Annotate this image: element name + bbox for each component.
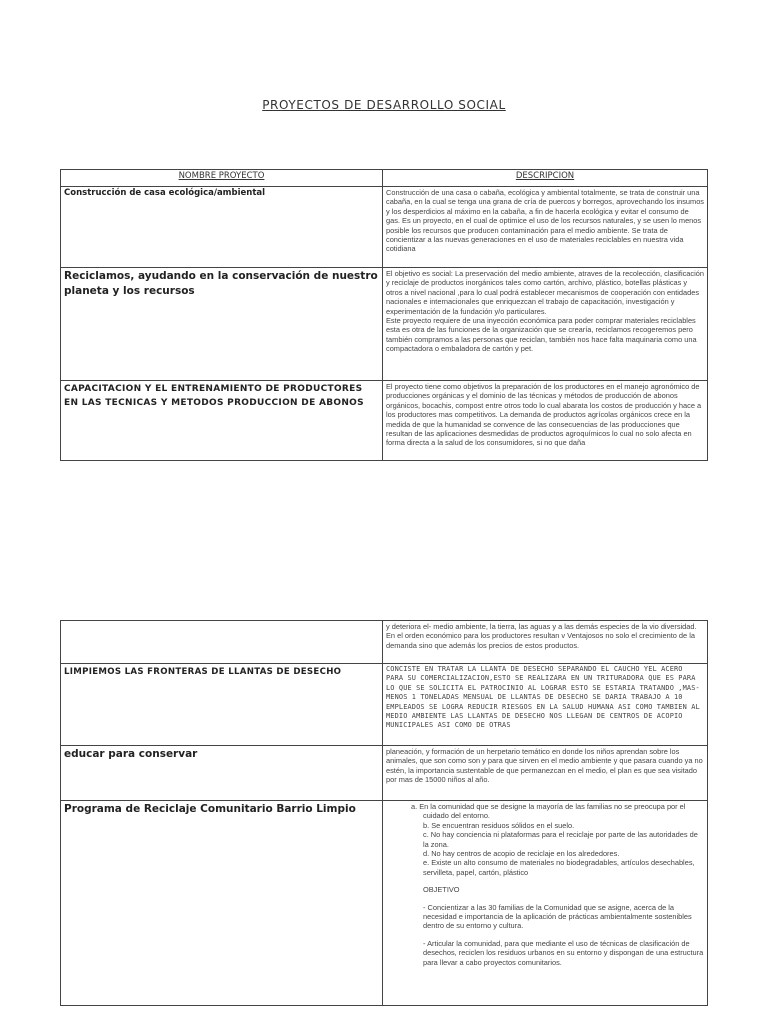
objective-label: OBJETIVO bbox=[423, 885, 460, 895]
table-row bbox=[61, 381, 708, 461]
project-name-empty bbox=[61, 621, 383, 664]
description-text: y deteriora el- medio ambiente, la tierra, las aguas y a las demás especies de la vio diversidad. En el orden económico para los productores resultan v Ventajosos no solo el crecimiento de la demanda sino que además los precios de estos productos. bbox=[386, 622, 697, 650]
list-item: c. No hay conciencia ni plataformas para el reciclaje por parte de las autoridades de la zona. bbox=[423, 830, 698, 849]
table-row bbox=[61, 268, 708, 381]
description-text: planeación, y formación de un herpetario temático en donde los niños aprendan sobre los animales, que son como son y para que sirven en el medio ambiente y que pasara cuando ya no estén, la importancia sustentable de que permanezcan en el medio, el plan es que sea visitado por mas de 15000 niños al año. bbox=[386, 747, 703, 785]
project-name: CAPACITACION Y EL ENTRENAMIENTO DE PRODUCTORES EN LAS TECNICAS Y METODOS PRODUCCION DE ABONOS bbox=[61, 381, 383, 461]
project-name: educar para conservar bbox=[61, 746, 383, 801]
objective-paragraph: - Concientizar a las 30 familias de la Comunidad que se asigne, acerca de la necesidad e importancia de la aplicación de prácticas ambientalmente sostenibles dentro de su entorno y cultura. bbox=[423, 902, 692, 931]
project-description bbox=[383, 801, 708, 1006]
table-header-row bbox=[61, 170, 708, 187]
list-item: a. En la comunidad que se designe la mayoría de las familias no se preocupa por el cuidado del entorno. bbox=[411, 802, 686, 821]
list-item: b. Se encuentran residuos sólidos en el suelo. bbox=[423, 820, 575, 830]
objective-paragraph: - Articular la comunidad, para que mediante el uso de técnicas de clasificación de desechos, reciclen los residuos urbanos en su entorno y dispongan de una estructura para llevar a cabo proyectos comunitarios. bbox=[423, 938, 704, 967]
project-name: Reciclamos, ayudando en la conservación de nuestro planeta y los recursos bbox=[61, 268, 383, 381]
project-name: Construcción de casa ecológica/ambiental bbox=[61, 187, 383, 268]
project-description bbox=[383, 268, 708, 381]
project-description bbox=[383, 381, 708, 461]
table-row bbox=[61, 746, 708, 801]
description-text: El proyecto tiene como objetivos la preparación de los productores en el manejo agronómico de producciones orgánicas y el dominio de las técnicas y métodos de producción de abonos orgánicos, bocachis, compost entre otros todo lo cual abarata los costos de producción y hace a los productores mas competitivos. La demanda de productos agrícolas orgánicos crece en la medida de que la humanidad se convence de las consecuencias de las producciones que resultan de las aplicaciones desmedidas de productos agroquímicos lo cual no solo afecta en forma directa a la salud de los consumidores, si no que daña bbox=[386, 382, 702, 448]
description-paragraph: El objetivo es social: La preservación del medio ambiente, atraves de la recolección, clasificación y reciclaje de productos inorgánicos tales como cartón, archivo, plástico, botellas plásticas y otros a nivel nacional ,para lo cual podrá establecer mecanismos de cooperación con entidades nacionales e internacionales que enriquezcan el trabajo de capacitación, investigación y experimentación de la fundación y/o particulares. bbox=[386, 269, 704, 316]
document-title: PROYECTOS DE DESARROLLO SOCIAL bbox=[262, 98, 506, 112]
project-description bbox=[383, 187, 708, 268]
table-row bbox=[61, 621, 708, 664]
projects-table-1 bbox=[60, 169, 708, 461]
table-row bbox=[61, 801, 708, 1006]
project-description bbox=[383, 621, 708, 664]
description-text: Construcción de una casa o cabaña, ecológica y ambiental totalmente, se trata de construir una cabaña, en la cual se tenga una grana de cría de puercos y borregos, aprovechando los insumos y los desperdicios al máximo en la cabaña, a fin de hacerla ecológica y evitar el consumo de gas. Es un proyecto, en el cual de optimice el uso de los recursos naturales, y se usen lo menos posible los recursos que producen contaminación para el medio ambiente. Se trata de concientizar a las nuevas generaciones en el uso de materiales reciclables en nuestra vida cotidiana bbox=[386, 188, 705, 254]
projects-table-2 bbox=[60, 620, 708, 1006]
project-description bbox=[383, 746, 708, 801]
description-paragraph: Este proyecto requiere de una inyección económica para poder comprar materiales reciclables esta es otra de las funciones de la organización que se crearía, reciclamos recogeremos pero también compramos a las personas que reciclan, también nos hace falta maquinaria como una compactadora o embaladora de cartón y pet. bbox=[386, 316, 697, 354]
project-description bbox=[383, 664, 708, 746]
list-item: d. No hay centros de acopio de reciclaje en los alrededores. bbox=[423, 849, 620, 859]
project-name: Programa de Reciclaje Comunitario Barrio Limpio bbox=[61, 801, 383, 1006]
table-row bbox=[61, 664, 708, 746]
table-row bbox=[61, 187, 708, 268]
description-text: CONCISTE EN TRATAR LA LLANTA DE DESECHO SEPARANDO EL CAUCHO YEL ACERO PARA SU COMERCIALIZACION,ESTO SE REALIZARA EN UN TRITURADORA QUE ES PARA LO QUE SE SOLICITA EL PATROCINIO AL LOGRAR ESTO SE ESTARIA TRATANDO ,MAS-MENOS 1 TONELADAS MENSUAL DE LLANTAS DE DESECHO SE DARIA TRABAJO A 10 EMPLEADOS SE LOGRA REDUCIR RIESGOS EN LA SALUD HUMANA ASI COMO TAMBIEN AL MEDIO AMBIENTE LAS LLANTAS DE DESECHO NOS LLEGAN DE CENTROS DE ACOPIO MUNICIPALES ASI COMO DE OTRAS bbox=[386, 665, 700, 730]
list-item: e. Existe un alto consumo de materiales no biodegradables, artículos desechables, servilleta, papel, cartón, plástico bbox=[423, 858, 695, 877]
header-nombre-proyecto: NOMBRE PROYECTO bbox=[61, 170, 383, 187]
project-name: LIMPIEMOS LAS FRONTERAS DE LLANTAS DE DESECHO bbox=[61, 664, 383, 746]
header-descripcion: DESCRIPCION bbox=[383, 170, 708, 187]
